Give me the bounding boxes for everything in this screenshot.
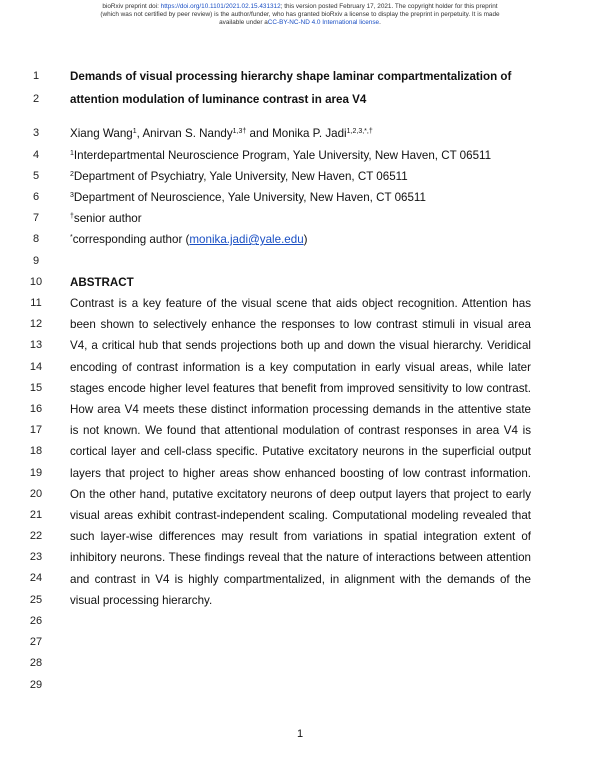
line-number: 21	[29, 509, 43, 521]
line-number: 9	[32, 255, 40, 267]
abstract-line-text: visual processing hierarchy.	[70, 594, 213, 607]
abstract-line	[0, 463, 600, 484]
corresponding-prefix: corresponding author (	[72, 233, 190, 246]
abstract-line-text: been shown to selectively enhance the responses to low contrast stimuli in visual area	[70, 318, 531, 331]
abstract-line-text: and contrast in V4 is highly compartmentalized, in alignment with the demands of the	[70, 573, 531, 586]
line-number: 11	[30, 297, 42, 309]
line-number: 8	[32, 233, 40, 245]
abstract-line	[0, 590, 600, 611]
abstract-line	[0, 314, 600, 335]
abstract-line	[0, 357, 600, 378]
header-suffix: ; this version posted February 17, 2021. The copyright holder for this preprint	[280, 3, 498, 10]
abstract-line-text: is not known. We found that attentional modulation of contrast responses in area V4 is	[70, 424, 531, 437]
header-prefix: bioRxiv preprint doi:	[102, 3, 161, 10]
line-number: 23	[29, 551, 43, 563]
abstract-line	[0, 484, 600, 505]
title-text-1: Demands of visual processing hierarchy shape laminar compartmentalization of	[70, 70, 512, 83]
line-number: 24	[29, 572, 43, 584]
email-link[interactable]: monika.jadi@yale.edu	[189, 233, 304, 246]
author-line	[0, 123, 600, 144]
line-number: 1	[32, 70, 40, 82]
corresponding-author-note	[0, 229, 600, 250]
abstract-heading: ABSTRACT	[70, 276, 134, 289]
line-number: 6	[32, 191, 40, 203]
abstract-line	[0, 441, 600, 462]
corresponding-suffix: )	[303, 233, 308, 246]
abstract-line	[0, 569, 600, 590]
header-line-1	[0, 3, 600, 11]
abstract-line	[0, 335, 600, 356]
line-number: 17	[29, 424, 43, 436]
line-number: 2	[32, 93, 40, 105]
abstract-line-text: V4, a critical hub that sends projections both up and down the visual hierarchy. Veridical	[70, 339, 531, 352]
abstract-line-text: stages encode higher level features that benefit from improved sensitivity to low contrast.	[70, 382, 531, 395]
title-line-1	[0, 66, 600, 87]
license-prefix: available under a	[219, 19, 268, 26]
abstract-line	[0, 547, 600, 568]
abstract-line-text: visual areas exhibit contrast-independent scaling. Computational modeling revealed that	[70, 509, 531, 522]
corresponding-sup: *	[70, 234, 73, 241]
line-number: 14	[29, 361, 43, 373]
affiliation-text: Department of Psychiatry, Yale University, New Haven, CT 06511	[73, 170, 408, 183]
line-number: 4	[32, 149, 40, 161]
title-text-2: attention modulation of luminance contrast in area V4	[70, 93, 367, 106]
title-line-2	[0, 89, 600, 110]
page-number: 1	[296, 728, 304, 740]
abstract-line	[0, 526, 600, 547]
author-1-sup: 1	[132, 128, 137, 135]
affiliation-sup: 1	[70, 150, 74, 157]
line-number: 16	[29, 403, 43, 415]
license-link[interactable]: CC-BY-NC-ND 4.0 International license	[267, 19, 380, 26]
line-number: 26	[29, 615, 43, 627]
line-number: 3	[32, 127, 40, 139]
affiliation-2	[0, 166, 600, 187]
abstract-line	[0, 399, 600, 420]
line-number: 12	[29, 318, 43, 330]
line-number: 19	[29, 467, 43, 479]
abstract-line-text: encoding of contrast information is a key computation in early visual areas, while later	[70, 361, 531, 374]
senior-sup: †	[70, 213, 74, 220]
affiliation-sup: 2	[70, 171, 74, 178]
abstract-line	[0, 420, 600, 441]
line-number: 13	[29, 339, 43, 351]
affiliation-text: Interdepartmental Neuroscience Program, Yale University, New Haven, CT 06511	[73, 149, 492, 162]
preprint-header	[0, 3, 600, 27]
abstract-line-text: inhibitory neurons. These findings reveal that the nature of interactions between attention	[70, 551, 531, 564]
abstract-line-text: How area V4 meets these distinct information processing demands in the attentive state	[70, 403, 531, 416]
line-number: 25	[29, 594, 43, 606]
abstract-line-text: such layer-wise differences may result from variations in spatial integration extent of	[70, 530, 531, 543]
senior-text: senior author	[73, 212, 142, 225]
affiliation-text: Department of Neuroscience, Yale University, New Haven, CT 06511	[73, 191, 426, 204]
abstract-line-text: On the other hand, putative excitatory neurons of deep output layers that project to early	[70, 488, 531, 501]
senior-author-note	[0, 208, 600, 229]
affiliation-sup: 3	[70, 192, 74, 199]
abstract-heading-row	[0, 272, 600, 293]
license-suffix: .	[379, 19, 381, 26]
line-number: 7	[32, 212, 40, 224]
author-2: , Anirvan S. Nandy	[136, 127, 233, 140]
abstract-line	[0, 505, 600, 526]
header-line-2: (which was not certified by peer review) is the author/funder, who has granted bioRxiv a license to display the preprint in perpetuity. It is made	[100, 11, 500, 18]
line-number: 29	[29, 679, 43, 691]
line-number: 27	[29, 636, 43, 648]
doi-link[interactable]: https://doi.org/10.1101/2021.02.15.431312	[160, 3, 281, 10]
author-3: and Monika P. Jadi	[246, 127, 347, 140]
authors	[70, 123, 531, 144]
author-2-sup: 1,3†	[232, 128, 247, 135]
abstract-line-text: cortical layer and cell-class specific. Putative excitatory neurons in the superficial output	[70, 445, 531, 458]
abstract-line-text: layers that project to higher areas show enhanced boosting of low contrast information.	[70, 467, 531, 480]
affiliation-1	[0, 145, 600, 166]
line-number: 10	[29, 276, 43, 288]
author-3-sup: 1,2,3,*,†	[346, 128, 373, 135]
line-number: 15	[29, 382, 43, 394]
line-number: 5	[32, 170, 40, 182]
affiliation-3	[0, 187, 600, 208]
abstract-line	[0, 293, 600, 314]
header-line-3	[0, 19, 600, 27]
line-number: 22	[29, 530, 43, 542]
line-number: 20	[29, 488, 43, 500]
line-number: 18	[29, 445, 43, 457]
author-1: Xiang Wang	[70, 127, 133, 140]
line-number: 28	[29, 657, 43, 669]
abstract-line-text: Contrast is a key feature of the visual scene that aids object recognition. Attention has	[70, 297, 531, 310]
abstract-line	[0, 378, 600, 399]
